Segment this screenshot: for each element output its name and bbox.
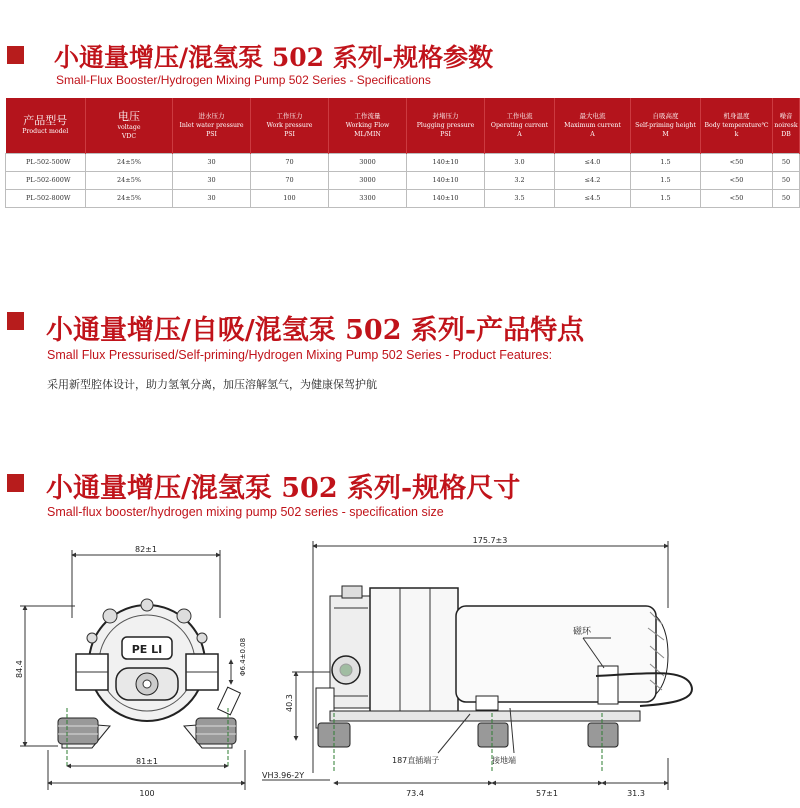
section-title: 小通量增压/自吸/混氢泵 502 系列-产品特点 (46, 315, 585, 346)
table-cell: 70 (251, 153, 329, 171)
table-cell: 50 (773, 189, 800, 207)
col-header: 自吸高度 Self-priming height M (631, 98, 701, 153)
table-cell: 24±5% (86, 189, 173, 207)
label-magnet-ring: 磁环 (573, 627, 592, 637)
table-cell: 1.5 (631, 153, 701, 171)
col-header: 电压 voltage VDC (86, 98, 173, 153)
table-row (6, 171, 800, 189)
table-cell: 3000 (329, 153, 407, 171)
table-cell: 1.5 (631, 171, 701, 189)
table-cell: 140±10 (407, 153, 485, 171)
label-thread: VH3.96-2Y (262, 771, 305, 780)
dim-mount-spacing: 81±1 (136, 757, 158, 766)
col-header: 封堵压力 Plugging pressure PSI (407, 98, 485, 153)
col-header: 工作压力 Work pressure PSI (251, 98, 329, 153)
section-title: 小通量增压/混氢泵 502 系列-规格参数 (54, 43, 494, 72)
table-cell: 30 (173, 153, 251, 171)
dim-a: 73.4 (406, 789, 424, 798)
section-marker (7, 312, 24, 330)
table-header-row (6, 98, 800, 153)
table-cell: PL-502-600W (6, 171, 86, 189)
specifications-table (5, 98, 800, 208)
table-cell: 24±5% (86, 153, 173, 171)
table-cell: 50 (773, 171, 800, 189)
pump-logo: PE LI (131, 643, 163, 656)
table-cell: <50 (701, 189, 773, 207)
table-cell: 3.2 (485, 171, 555, 189)
col-header: 噪音 noiresk DB (773, 98, 800, 153)
table-cell: 3.5 (485, 189, 555, 207)
dim-height: 84.4 (15, 660, 24, 678)
section-subtitle: Small-Flux Booster/Hydrogen Mixing Pump 502 Series - Specifications (56, 73, 431, 87)
table-cell: ≤4.5 (555, 189, 631, 207)
table-cell: 100 (251, 189, 329, 207)
table-row (6, 153, 800, 171)
col-header: 最大电流 Maximum current A (555, 98, 631, 153)
table-cell: <50 (701, 153, 773, 171)
dim-c: 31.3 (627, 789, 645, 798)
dimension-drawing (0, 528, 800, 808)
dim-width-top: 82±1 (135, 545, 157, 554)
table-cell: 140±10 (407, 171, 485, 189)
table-cell: 1.5 (631, 189, 701, 207)
table-cell: 3000 (329, 171, 407, 189)
table-cell: 3300 (329, 189, 407, 207)
label-terminal: 187直插端子 (392, 756, 440, 765)
table-cell: 50 (773, 153, 800, 171)
table-cell: 70 (251, 171, 329, 189)
section-subtitle: Small Flux Pressurised/Self-priming/Hydrogen Mixing Pump 502 Series - Product Features: (47, 348, 553, 362)
table-cell: <50 (701, 171, 773, 189)
table-cell: PL-502-800W (6, 189, 86, 207)
col-header: 机身温度 Body temperature℃ k (701, 98, 773, 153)
col-header: 进水压力 Inlet water pressure PSI (173, 98, 251, 153)
section-marker (7, 46, 24, 64)
front-view (20, 550, 245, 790)
table-cell: 30 (173, 171, 251, 189)
col-header: 工作流量 Working Flow ML/MIN (329, 98, 407, 153)
table-row (6, 189, 800, 207)
label-ground: 接地端 (492, 756, 516, 765)
table-cell: 3.0 (485, 153, 555, 171)
col-header: 产品型号 Product model (6, 98, 86, 153)
section-subtitle: Small-flux booster/hydrogen mixing pump 502 series - specification size (47, 505, 444, 519)
table-cell: ≤4.0 (555, 153, 631, 171)
dim-total-length: 175.7±3 (472, 536, 508, 545)
dim-side-height: 40.3 (285, 694, 294, 712)
section-title: 小通量增压/混氢泵 502 系列-规格尺寸 (46, 473, 521, 504)
dim-b: 57±1 (536, 789, 558, 798)
col-header: 工作电流 Operating current A (485, 98, 555, 153)
dim-base-width: 100 (139, 789, 155, 798)
table-cell: 30 (173, 189, 251, 207)
dim-outlet: Φ6.4±0.08 (239, 637, 247, 676)
feature-description: 采用新型腔体设计，助力氢氧分离，加压溶解氢气，为健康保驾护航 (47, 378, 377, 391)
table-cell: PL-502-500W (6, 153, 86, 171)
section-marker (7, 474, 24, 492)
table-cell: ≤4.2 (555, 171, 631, 189)
table-cell: 140±10 (407, 189, 485, 207)
table-cell: 24±5% (86, 171, 173, 189)
side-view (262, 541, 692, 790)
